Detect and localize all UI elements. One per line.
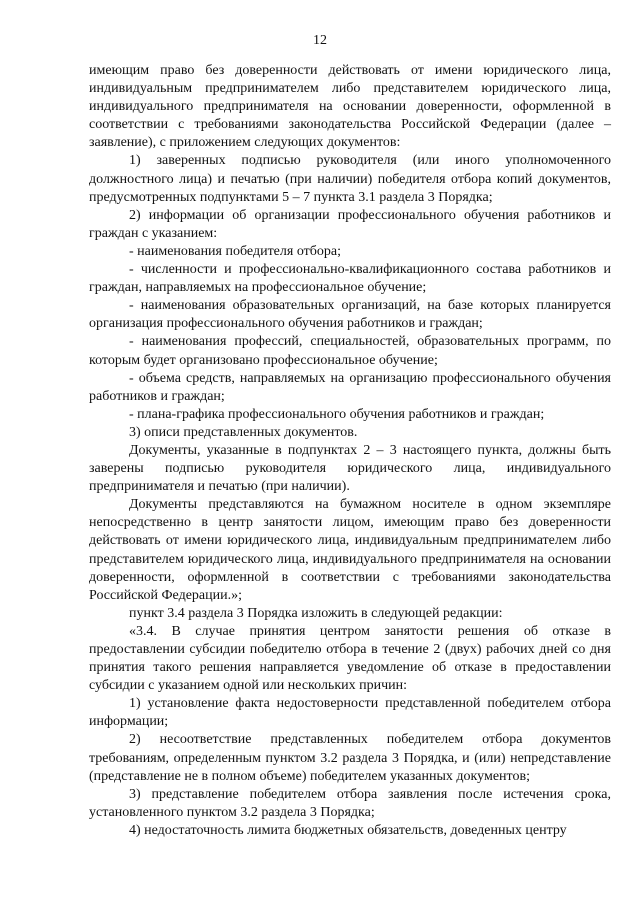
bullet-item: - наименования образовательных организаций, на базе которых планируется организация профессионального обучения работников и граждан;	[89, 298, 611, 332]
bullet-item: - наименования победителя отбора;	[129, 243, 341, 259]
bullet-item: - численности и профессионально-квалификационного состава работников и граждан, направляемых на профессиональное обучение;	[89, 262, 611, 296]
list-item-1: 1) заверенных подписью руководителя (или иного уполномоченного должностного лица) и печатью (при наличии) победителя отбора копий документов, предусмотренных подпунктами 5 – 7 пункта 3.1 раздела 3 Порядка;	[89, 153, 611, 205]
page-number: 12	[313, 33, 327, 48]
clause-3-4: «3.4. В случае принятия центром занятости решения об отказе в предоставлении субсидии победителю отбора в течение 2 (двух) рабочих дней со дня принятия такого решения направляется уведомление об отказе в предоставлении субсидии с указанием одной или нескольких причин:	[89, 623, 611, 694]
bullet-item: - наименования профессий, специальностей, образовательных программ, по которым будет организовано профессиональное обучение;	[89, 334, 611, 368]
list-item-3: 3) описи представленных документов.	[129, 424, 358, 440]
reason-item-2: 2) несоответствие представленных победителем отбора документов требованиям, определенным пунктом 3.2 раздела 3 Порядка, и (или) непредставление (представление не в полном объеме) победителем указанных документов;	[89, 732, 611, 784]
document-body	[89, 62, 611, 840]
reason-item-3: 3) представление победителем отбора заявления после истечения срока, установленного пунктом 3.2 раздела 3 Порядка;	[89, 786, 611, 820]
bullet-item: - объема средств, направляемых на организацию профессионального обучения работников и граждан;	[89, 370, 611, 404]
bullet-item: - плана-графика профессионального обучения работников и граждан;	[129, 406, 545, 422]
paragraph: Документы, указанные в подпунктах 2 – 3 настоящего пункта, должны быть заверены подписью руководителя юридического лица, индивидуального предпринимателя и печатью (при наличии).	[89, 442, 611, 495]
paragraph: пункт 3.4 раздела 3 Порядка изложить в следующей редакции:	[129, 605, 503, 621]
paragraph-continuation: имеющим право без доверенности действовать от имени юридического лица, индивидуальным предпринимателем либо представителем юридического лица, индивидуального предпринимателя на основании доверенности, оформленной в соответствии с требованиями законодательства Российской Федерации (далее – заявление), с приложением следующих документов:	[89, 63, 611, 151]
reason-item-1: 1) установление факта недостоверности представленной победителем отбора информации;	[89, 696, 611, 730]
paragraph: Документы представляются на бумажном носителе в одном экземпляре непосредственно в центр занятости лицом, имеющим право без доверенности действовать от имени юридического лица, индивидуальным предпринимателем либо представителем юридического лица, индивидуального предпринимателя на основании доверенности, оформленной в соответствии с требованиями законодательства Российской Федерации.»;	[89, 497, 611, 603]
list-item-2: 2) информации об организации профессионального обучения работников и граждан с указанием:	[89, 207, 611, 241]
reason-item-4: 4) недостаточность лимита бюджетных обязательств, доведенных центру	[129, 822, 567, 838]
